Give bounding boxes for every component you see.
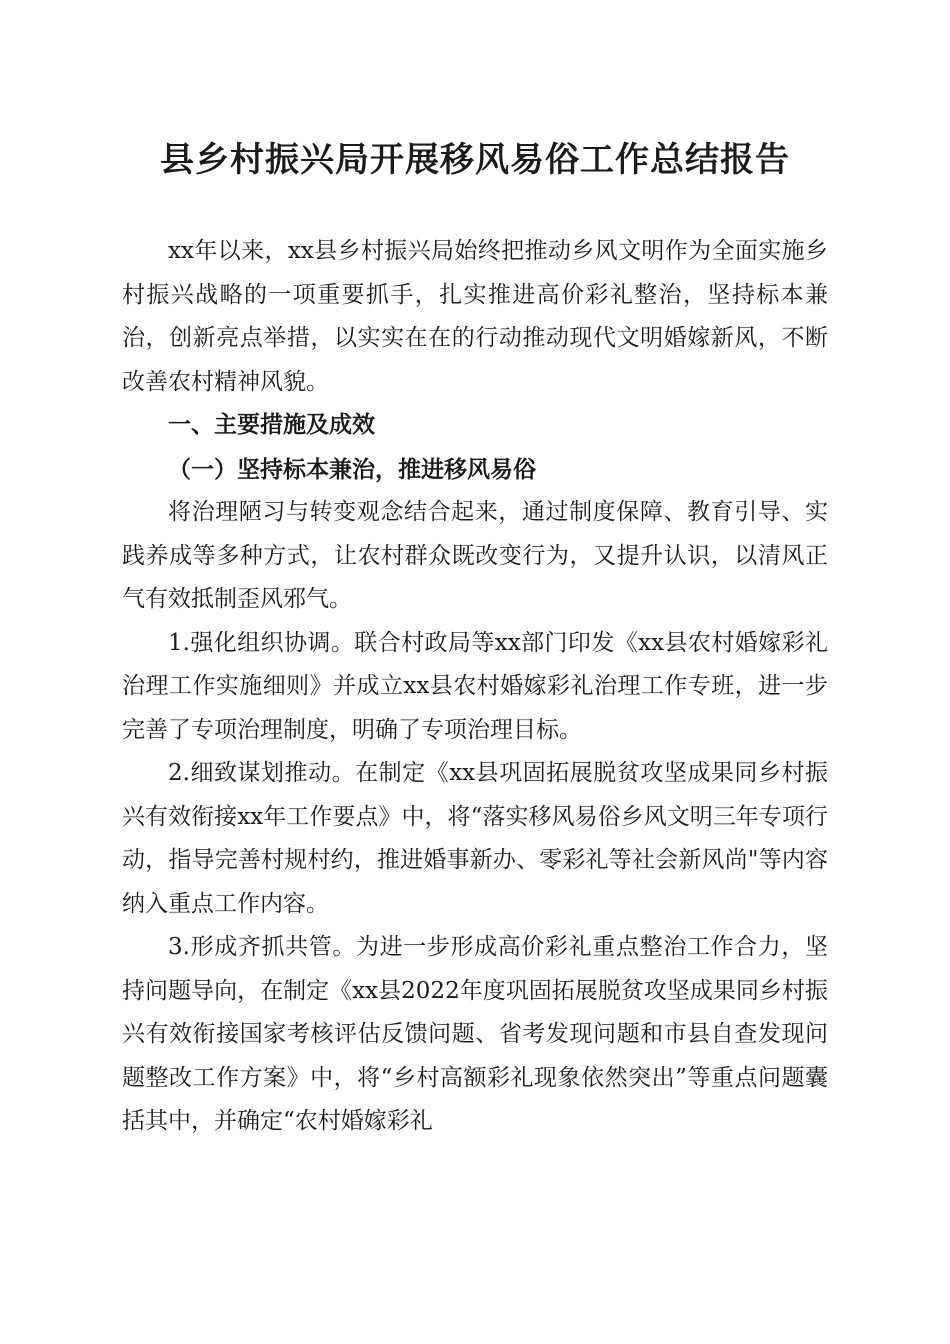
document-body <box>122 230 828 1144</box>
document-title: 县乡村振兴局开展移风易俗工作总结报告 <box>160 140 790 180</box>
list-item-1: 1.强化组织协调。联合村政局等xx部门印发《xx县农村婚嫁彩礼治理工作实施细则》并成立xx县农村婚嫁彩礼治理工作专班，进一步完善了专项治理制度，明确了专项治理目标。 <box>122 629 828 743</box>
list-item-3: 3.形成齐抓共管。为进一步形成高价彩礼重点整治工作合力，坚持问题导向，在制定《xx县2022年度巩固拓展脱贫攻坚成果同乡村振兴有效衔接国家考核评估反馈问题、省考发现问题和市县自查发现问题整改工作方案》中，将“乡村高额彩礼现象依然突出”等重点问题囊括其中，并确定“农村婚嫁彩礼 <box>122 934 828 1134</box>
list-item-2: 2.细致谋划推动。在制定《xx县巩固拓展脱贫攻坚成果同乡村振兴有效衔接xx年工作要点》中，将“落实移风易俗乡风文明三年专项行动，指导完善村规村约，推进婚事新办、零彩礼等社会新风尚"等内容纳入重点工作内容。 <box>122 760 828 917</box>
subsection-heading: （一）坚持标本兼治，推进移风易俗 <box>168 455 536 483</box>
section-heading: 一、主要措施及成效 <box>168 412 375 438</box>
intro-paragraph: xx年以来，xx县乡村振兴局始终把推动乡风文明作为全面实施乡村振兴战略的一项重要抓手，扎实推进高价彩礼整治，坚持标本兼治，创新亮点举措，以实实在在的行动推动现代文明婚嫁新风，不断改善农村精神风貌。 <box>122 238 828 395</box>
subsection-intro-paragraph: 将治理陋习与转变观念结合起来，通过制度保障、教育引导、实践养成等多种方式，让农村群众既改变行为，又提升认识，以清风正气有效抵制歪风邪气。 <box>122 499 828 612</box>
